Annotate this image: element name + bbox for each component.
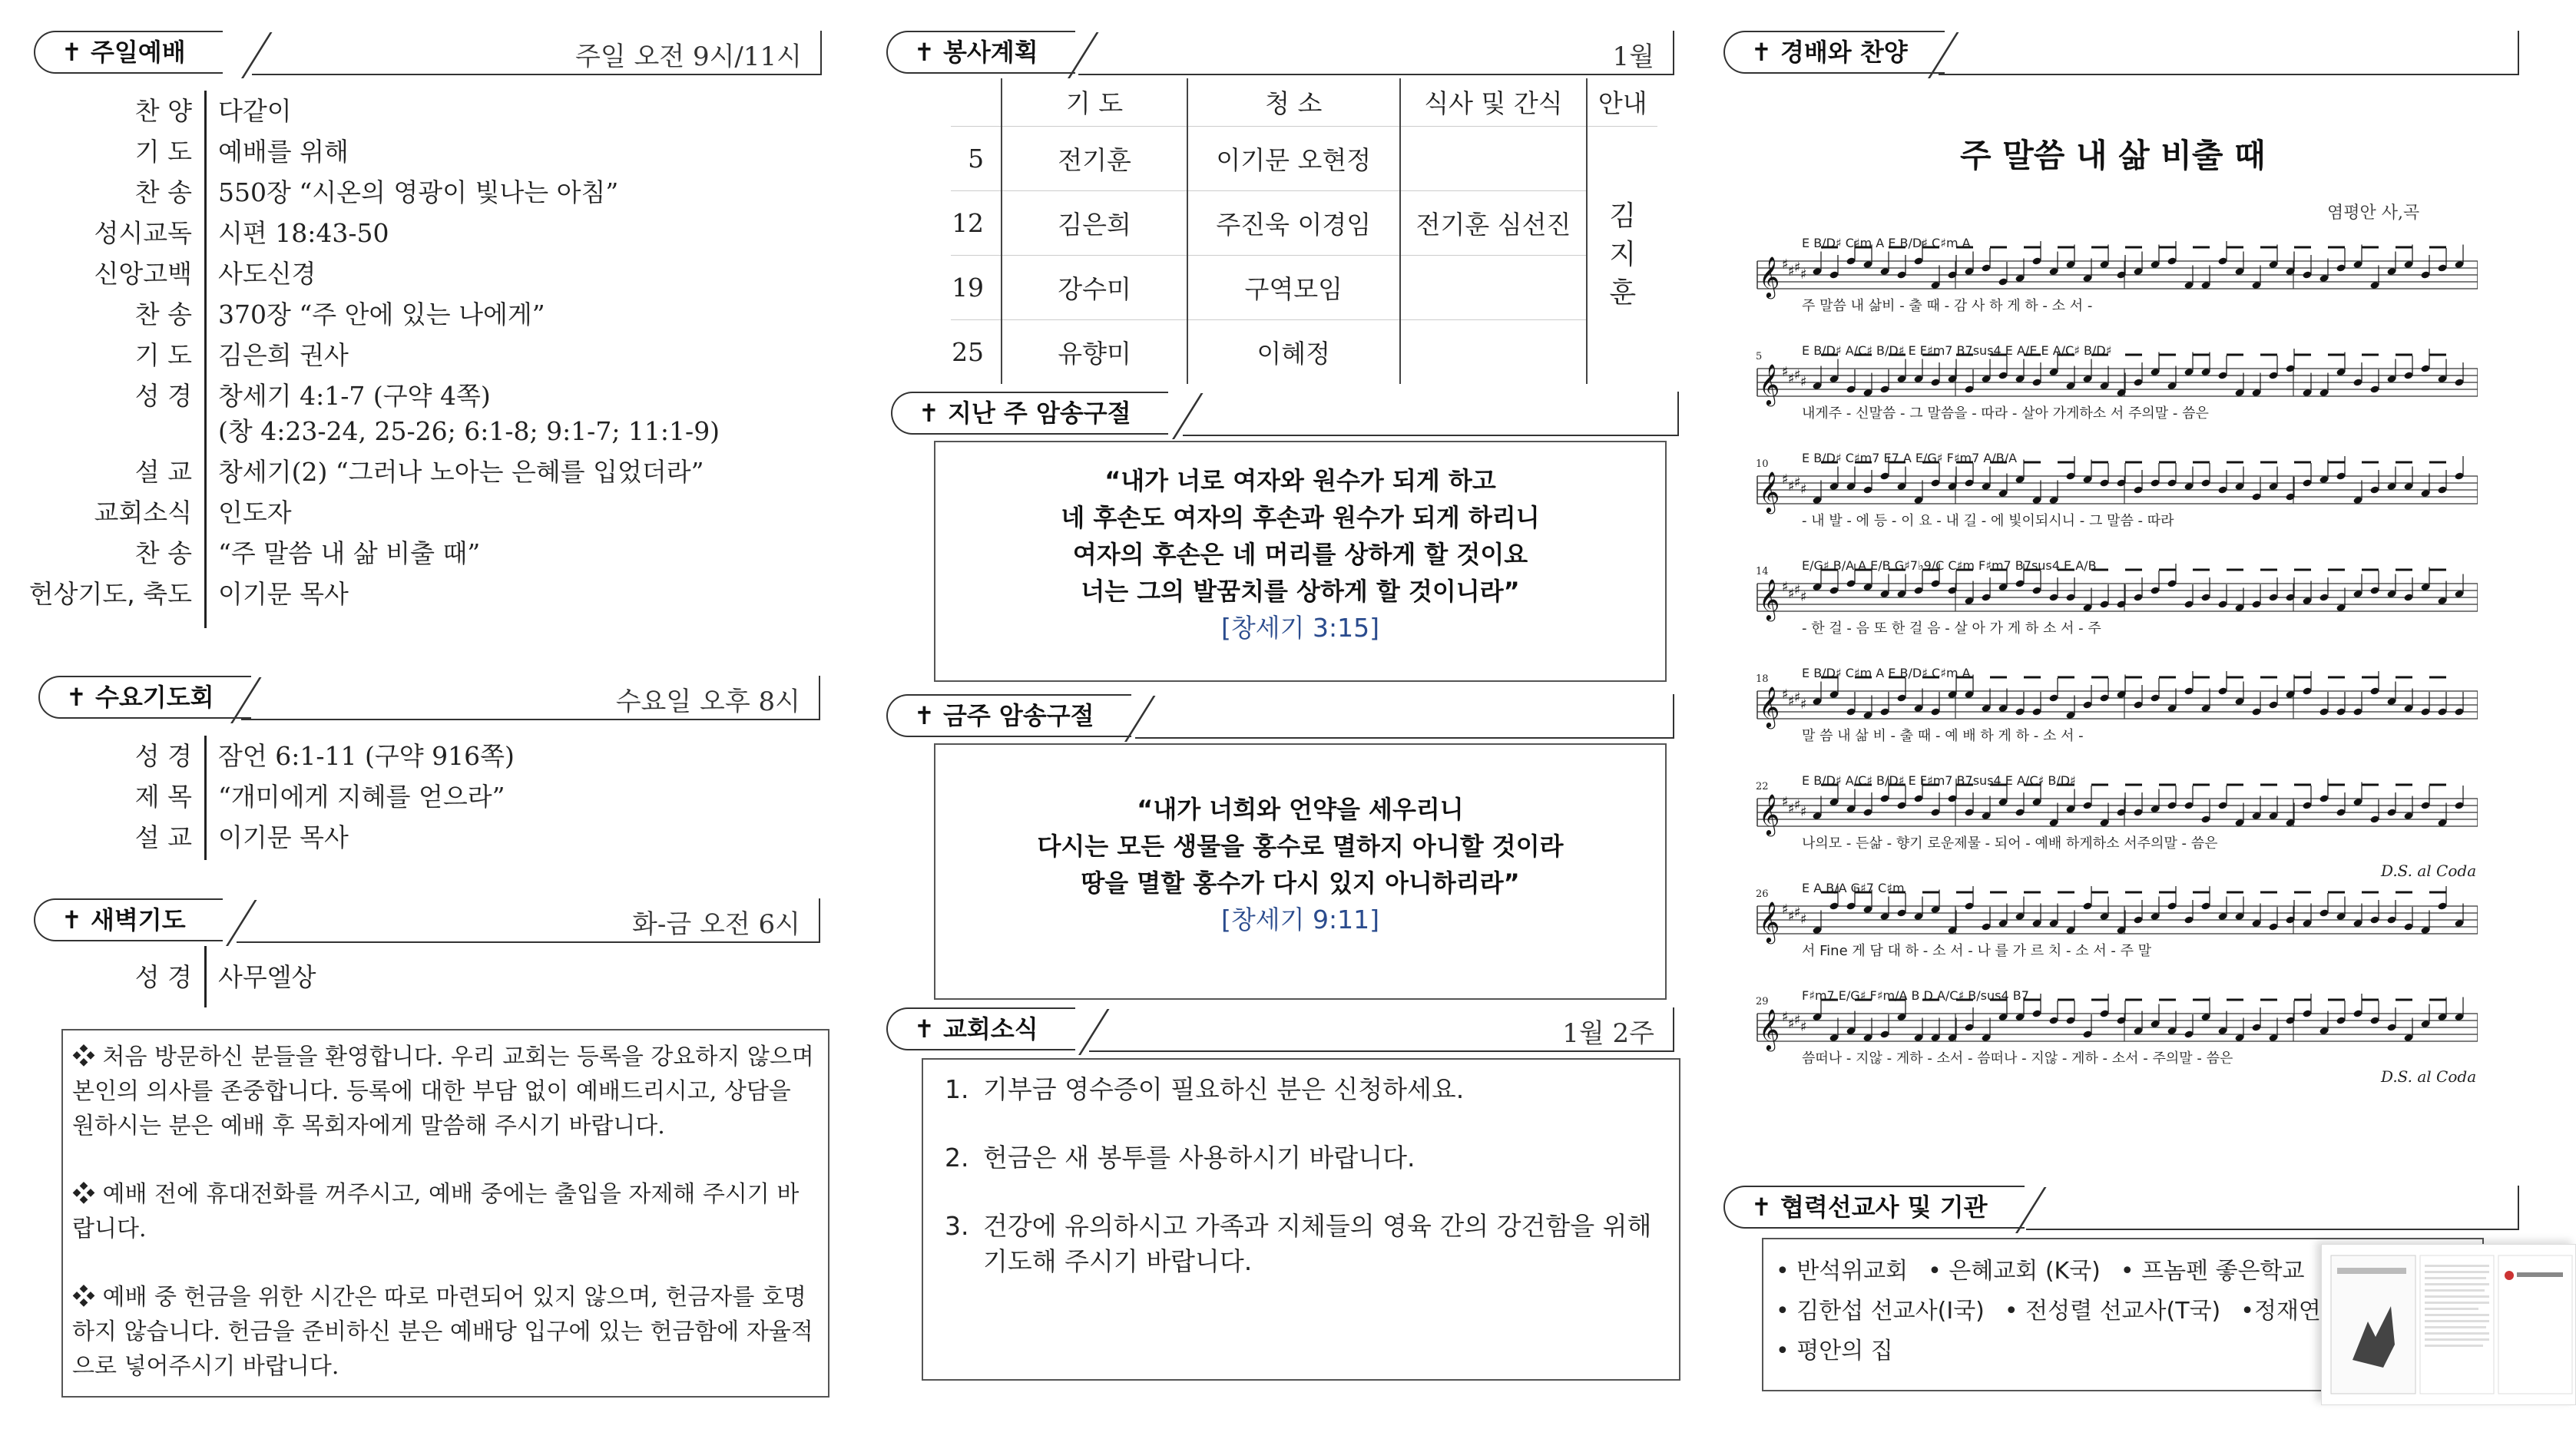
order-row: [94, 492, 819, 533]
church-news-header: [886, 1007, 1674, 1057]
sharp-icon: ♯: [1788, 1016, 1795, 1032]
cell-day: 25: [951, 319, 1002, 384]
order-label: 성 경: [134, 962, 192, 992]
service-time: 수요일 오후 8시: [615, 686, 800, 717]
church-news-box: [922, 1058, 1680, 1381]
table-row: [951, 126, 1657, 190]
welcome-notice-box: [61, 1029, 829, 1398]
sharp-icon: ♯: [1788, 478, 1795, 495]
staff-system: [1756, 666, 2478, 744]
cell-prayer: 김은희: [1002, 190, 1187, 255]
table-row: [951, 190, 1657, 255]
sharp-icon: ♯: [1782, 901, 1789, 918]
measure-number: 26: [1756, 888, 1769, 900]
treble-clef-icon: 𝄞: [1759, 471, 1780, 512]
sharp-icon: ♯: [1800, 374, 1807, 390]
order-label: 설 교: [134, 457, 192, 487]
order-row: [134, 335, 819, 375]
measure-number: 14: [1756, 566, 1769, 577]
news-text: 건강에 유의하시고 가족과 지체들의 영육 간의 강건함을 위해 기도해 주시기 바랍니다.: [983, 1211, 1652, 1276]
order-value: 사도신경: [218, 259, 316, 289]
chord-symbols: E B/D♯ C♯m A E B/D♯ C♯m A: [1802, 236, 1971, 250]
ds-al-coda-marking: D.S. al Coda: [2381, 1067, 2477, 1086]
song-title: 주 말씀 내 삶 비출 때: [1960, 137, 2266, 174]
sharp-icon: ♯: [1788, 908, 1795, 925]
order-value: 이기문 목사: [218, 579, 349, 609]
order-value: “개미에게 지혜를 얻으라”: [218, 782, 505, 812]
order-row: [134, 736, 819, 776]
table-row: [951, 319, 1657, 384]
order-value: 예배를 위해: [218, 137, 349, 167]
order-value: 창세기(2) “그러나 노아는 은혜를 입었더라”: [218, 457, 704, 487]
cell-day: 12: [951, 190, 1002, 255]
order-row: [134, 294, 819, 335]
lyrics-line: 씀떠나 - 지않 - 게하 - 소서 - 씀떠나 - 지않 - 게하 - 소서 - 주의말 - 씀은: [1802, 1050, 2233, 1067]
news-text: 헌금은 새 봉투를 사용하시기 바랍니다.: [983, 1143, 1415, 1173]
order-value: (창 4:23-24, 25-26; 6:1-8; 9:1-7; 11:1-9): [218, 416, 720, 446]
sharp-icon: ♯: [1794, 367, 1801, 383]
sharp-icon: ♯: [1794, 475, 1801, 491]
sharp-icon: ♯: [1794, 690, 1801, 706]
order-row: [134, 957, 819, 997]
cell-meal: [1400, 126, 1588, 190]
treble-clef-icon: 𝄞: [1759, 686, 1780, 727]
this-week-verse-header: [886, 694, 1674, 743]
section-title: ✝ 협력선교사 및 기관: [1723, 1186, 2025, 1229]
cell-meal: 전기훈 심선진: [1400, 190, 1588, 255]
section-title: ✝ 수요기도회: [38, 676, 251, 719]
order-label: 교회소식: [94, 498, 192, 528]
chord-symbols: F♯m7 E/G♯ F♯m/A B D A/C♯ B/sus4 B7: [1802, 988, 2029, 1003]
verse-reference: [창세기 3:15]: [1221, 613, 1379, 643]
section-title: ✝ 봉사계획: [886, 31, 1075, 74]
verse-line: 여자의 후손은 네 머리를 상하게 할 것이요: [1072, 540, 1528, 569]
staff-system: [1756, 881, 2478, 959]
order-row: [204, 416, 819, 452]
sharp-icon: ♯: [1794, 905, 1801, 921]
treble-clef-icon: 𝄞: [1759, 363, 1780, 405]
chord-symbols: E/G♯ B/A A E/B G♯7♭9/C C♯m F♯m7 B7sus4 E A/B: [1802, 558, 2097, 573]
order-value: 잠언 6:1-11 (구약 916쪽): [218, 741, 515, 771]
order-value: 창세기 4:1-7 (구약 4쪽): [218, 381, 491, 411]
cell-day: 5: [951, 126, 1002, 190]
order-value: 370장 “주 안에 있는 나에게”: [218, 299, 545, 329]
order-label: 찬 송: [134, 177, 192, 207]
sharp-icon: ♯: [1800, 696, 1807, 713]
section-title: ✝ 새벽기도: [34, 898, 223, 941]
order-label: 설 교: [134, 822, 192, 852]
sharp-icon: ♯: [1800, 804, 1807, 820]
order-label: 기 도: [134, 137, 192, 167]
sunday-order: [28, 91, 819, 628]
this-week-verse-box: [934, 743, 1667, 1000]
missions-header: [1723, 1186, 2519, 1235]
verse-line: “내가 너로 여자와 원수가 되게 하고: [1104, 466, 1496, 495]
order-label: 기 도: [134, 340, 192, 370]
cell-day: 19: [951, 255, 1002, 319]
notice-paragraph: ❖ 예배 중 헌금을 위한 시간은 따로 마련되어 있지 않으며, 헌금자를 호명하지 않습니다. 헌금을 준비하신 분은 예배당 입구에 있는 헌금함에 자율적으로 넣어주시기 바랍니다.: [72, 1284, 813, 1380]
guide-char: 지: [1609, 239, 1637, 271]
cell-cleaning: 이기문 오현정: [1187, 126, 1400, 190]
song-composer: 염평안 사,곡: [2327, 203, 2420, 223]
sharp-icon: ♯: [1788, 801, 1795, 817]
staff-system: [1756, 343, 2478, 422]
order-value: 시편 18:43-50: [218, 218, 389, 248]
order-value: 이기문 목사: [218, 822, 349, 852]
sharp-icon: ♯: [1794, 582, 1801, 598]
guide-char: 김: [1609, 200, 1637, 233]
measure-number: 18: [1756, 673, 1769, 685]
mission-partner: • 프놈펜 좋은학교: [2120, 1258, 2305, 1285]
sharp-icon: ♯: [1794, 797, 1801, 813]
mission-partner: •정재연: [2240, 1298, 2321, 1325]
sharp-icon: ♯: [1800, 481, 1807, 498]
cell-prayer: 유향미: [1002, 319, 1187, 384]
measure-number: 5: [1756, 351, 1763, 362]
lyrics-line: 주 말씀 내 삶비 - 출 때 - 감 사 하 게 하 - 소 서 -: [1802, 298, 2093, 314]
sharp-icon: ♯: [1788, 371, 1795, 387]
sharp-icon: ♯: [1788, 586, 1795, 602]
sharp-icon: ♯: [1794, 1012, 1801, 1028]
order-value: 550장 “시온의 영광이 빛나는 아침”: [218, 177, 619, 207]
order-label: 성시교독: [94, 218, 192, 248]
lyrics-line: 서 Fine 게 담 대 하 - 소 서 - 나 를 가 르 치 - 소 서 - 주 말: [1802, 943, 2152, 959]
measure-number: 10: [1756, 458, 1769, 470]
order-value: 다같이: [218, 96, 292, 126]
notice-paragraph: ❖ 처음 방문하신 분들을 환영합니다. 우리 교회는 등록을 강요하지 않으며 본인의 의사를 존중합니다. 등록에 대한 부담 없이 예배드리시고, 상담을 원하시는 분은 예배 후 목회자에게 말씀해 주시기 바랍니다.: [72, 1044, 814, 1140]
left-column: [0, 0, 845, 1439]
order-label: 찬 송: [134, 538, 192, 568]
wednesday-header: [38, 676, 820, 725]
news-number: 3.: [945, 1211, 969, 1241]
mission-partner: • 은혜교회 (K국): [1928, 1258, 2101, 1285]
mission-partner: • 반석위교회: [1776, 1258, 1909, 1285]
verse-line: 네 후손도 여자의 후손과 원수가 되게 하리니: [1061, 503, 1540, 532]
order-value: 김은희 권사: [218, 340, 349, 370]
sharp-icon: ♯: [1782, 256, 1789, 273]
section-title: ✝ 주일예배: [34, 31, 223, 74]
verse-line: 땅을 멸할 홍수가 다시 있지 아니하리라”: [1081, 868, 1520, 898]
sharp-icon: ♯: [1800, 911, 1807, 928]
staff-system: [1756, 451, 2478, 529]
lyrics-line: 내게주 - 신말씀 - 그 말씀을 - 따라 - 살아 가게하소 서 주의말 - 씀은: [1802, 405, 2209, 422]
col-header-guide: 안내: [1587, 78, 1657, 126]
verse-reference: [창세기 9:11]: [1221, 905, 1379, 935]
staff-system: [1757, 236, 2478, 314]
mission-partner: • 김한섭 선교사(I국): [1776, 1298, 1985, 1325]
wednesday-order: [134, 736, 819, 860]
last-week-verse-box: [934, 441, 1667, 682]
order-label: 성 경: [134, 741, 192, 771]
order-row: [134, 452, 819, 492]
order-label: 찬 양: [134, 96, 192, 126]
cell-cleaning: 구역모임: [1187, 255, 1400, 319]
order-row: [134, 375, 819, 416]
middle-column: [860, 0, 1705, 1439]
order-label: 찬 송: [134, 299, 192, 329]
last-week-verse-header: [891, 392, 1679, 441]
section-title: ✝ 교회소식: [886, 1007, 1075, 1050]
order-row: [94, 213, 819, 253]
cell-prayer: 강수미: [1002, 255, 1187, 319]
sharp-icon: ♯: [1782, 794, 1789, 810]
section-title: ✝ 경배와 찬양: [1723, 31, 1945, 74]
order-label: 신앙고백: [94, 259, 192, 289]
dawn-prayer-header: [34, 898, 820, 948]
sharp-icon: ♯: [1782, 364, 1789, 380]
sheet-music: [1756, 213, 2478, 1104]
order-row: [134, 776, 819, 817]
order-row: [134, 533, 819, 574]
treble-clef-icon: 𝄞: [1759, 901, 1780, 942]
order-row: [134, 131, 819, 172]
order-row: [28, 574, 819, 614]
treble-clef-icon: 𝄞: [1759, 256, 1780, 297]
sharp-icon: ♯: [1800, 589, 1807, 605]
col-header-cleaning: 청 소: [1187, 78, 1400, 126]
chord-symbols: E B/D♯ A/C♯ B/D♯ E F♯m7 B7sus4 E A/E E A/C♯ B/D♯: [1802, 343, 2112, 358]
verse-line: 다시는 모든 생물을 홍수로 멸하지 아니할 것이라: [1037, 832, 1564, 861]
news-item: [945, 1140, 1664, 1176]
cell-cleaning: 주진욱 이경임: [1187, 190, 1400, 255]
lyrics-line: - 내 발 - 에 등 - 이 요 - 내 길 - 에 빛이되시니 - 그 말씀 - 따라: [1802, 513, 2174, 529]
cell-cleaning: 이혜정: [1187, 319, 1400, 384]
sharp-icon: ♯: [1782, 1009, 1789, 1025]
treble-clef-icon: 𝄞: [1759, 1008, 1780, 1050]
order-value: “주 말씀 내 삶 비출 때”: [218, 538, 481, 568]
verse-line: 너는 그의 발꿈치를 상하게 할 것이니라”: [1081, 577, 1520, 606]
table-row: [951, 255, 1657, 319]
news-number: 2.: [945, 1143, 969, 1173]
right-column: [1720, 0, 2576, 1439]
sharp-icon: ♯: [1788, 693, 1795, 710]
screenshot-thumbnail[interactable]: [2321, 1244, 2576, 1405]
sharp-icon: ♯: [1782, 686, 1789, 703]
news-week: 1월 2주: [1562, 1018, 1654, 1049]
lyrics-line: 나의모 - 든삶 - 향기 로운제물 - 되어 - 예배 하게하소 서주의말 - 씀은: [1802, 835, 2218, 852]
order-row: [134, 817, 819, 858]
lyrics-line: 말 씀 내 삶 비 - 출 때 - 예 배 하 게 하 - 소 서 -: [1802, 728, 2084, 744]
staff-system: [1756, 558, 2478, 637]
order-row: [94, 253, 819, 294]
staff-system: [1756, 773, 2478, 852]
order-row: [134, 91, 819, 131]
guide-cell: [1587, 126, 1657, 384]
cell-meal: [1400, 255, 1588, 319]
chord-symbols: E B/D♯ A/C♯ B/D♯ E F♯m7 B7sus4 E A/C♯ B/D♯: [1802, 773, 2076, 788]
service-time: 주일 오전 9시/11시: [574, 41, 802, 72]
order-value: 인도자: [218, 498, 292, 528]
treble-clef-icon: 𝄞: [1759, 793, 1780, 835]
verse-line: “내가 너희와 언약을 세우리니: [1137, 795, 1464, 824]
dawn-order: [134, 946, 819, 1007]
col-header-meal: 식사 및 간식: [1400, 78, 1588, 126]
treble-clef-icon: 𝄞: [1759, 578, 1780, 620]
news-item: [945, 1072, 1664, 1107]
service-plan-table: [951, 78, 1657, 384]
cell-prayer: 전기훈: [1002, 126, 1187, 190]
section-title: ✝ 지난 주 암송구절: [891, 392, 1168, 435]
chord-symbols: E B/D♯ C♯m A E B/D♯ C♯m A: [1802, 666, 1971, 680]
guide-char: 훈: [1609, 277, 1637, 309]
sunday-worship-header: [34, 31, 822, 80]
chord-symbols: E A B/A G♯7 C♯m: [1802, 881, 1905, 895]
mission-partner: • 평안의 집: [1776, 1338, 1893, 1365]
order-row: [134, 172, 819, 213]
section-title: ✝ 금주 암송구절: [886, 694, 1131, 737]
mission-partner: • 전성렬 선교사(T국): [2004, 1298, 2221, 1325]
news-number: 1.: [945, 1074, 969, 1104]
sharp-icon: ♯: [1794, 260, 1801, 276]
sharp-icon: ♯: [1800, 266, 1807, 283]
notice-paragraph: ❖ 예배 전에 휴대전화를 꺼주시고, 예배 중에는 출입을 자제해 주시기 바랍니다.: [72, 1181, 800, 1242]
ds-al-coda-marking: D.S. al Coda: [2381, 862, 2477, 880]
staff-system: [1756, 988, 2478, 1067]
cell-meal: [1400, 319, 1588, 384]
service-time: 화-금 오전 6시: [632, 909, 800, 940]
sharp-icon: ♯: [1782, 471, 1789, 488]
sharp-icon: ♯: [1800, 1019, 1807, 1035]
praise-header: [1723, 31, 2519, 80]
measure-number: 22: [1756, 781, 1769, 792]
order-label: 성 경: [134, 381, 192, 411]
service-month: 1월: [1612, 41, 1654, 72]
chord-symbols: E B/D♯ C♯m7 E7 A E/G♯ F♯m7 A/B/A: [1802, 451, 2018, 465]
news-text: 기부금 영수증이 필요하신 분은 신청하세요.: [983, 1074, 1465, 1104]
order-value: 사무엘상: [218, 962, 316, 992]
measure-number: 29: [1756, 996, 1769, 1007]
news-item: [945, 1209, 1664, 1279]
col-header-prayer: 기 도: [1002, 78, 1187, 126]
order-label: 헌상기도, 축도: [28, 579, 192, 609]
lyrics-line: - 한 걸 - 음 또 한 걸 음 - 살 아 가 게 하 소 서 - 주: [1802, 620, 2101, 637]
sharp-icon: ♯: [1788, 263, 1795, 280]
sharp-icon: ♯: [1782, 579, 1789, 595]
order-label: 제 목: [134, 782, 192, 812]
service-plan-header: [886, 31, 1674, 80]
